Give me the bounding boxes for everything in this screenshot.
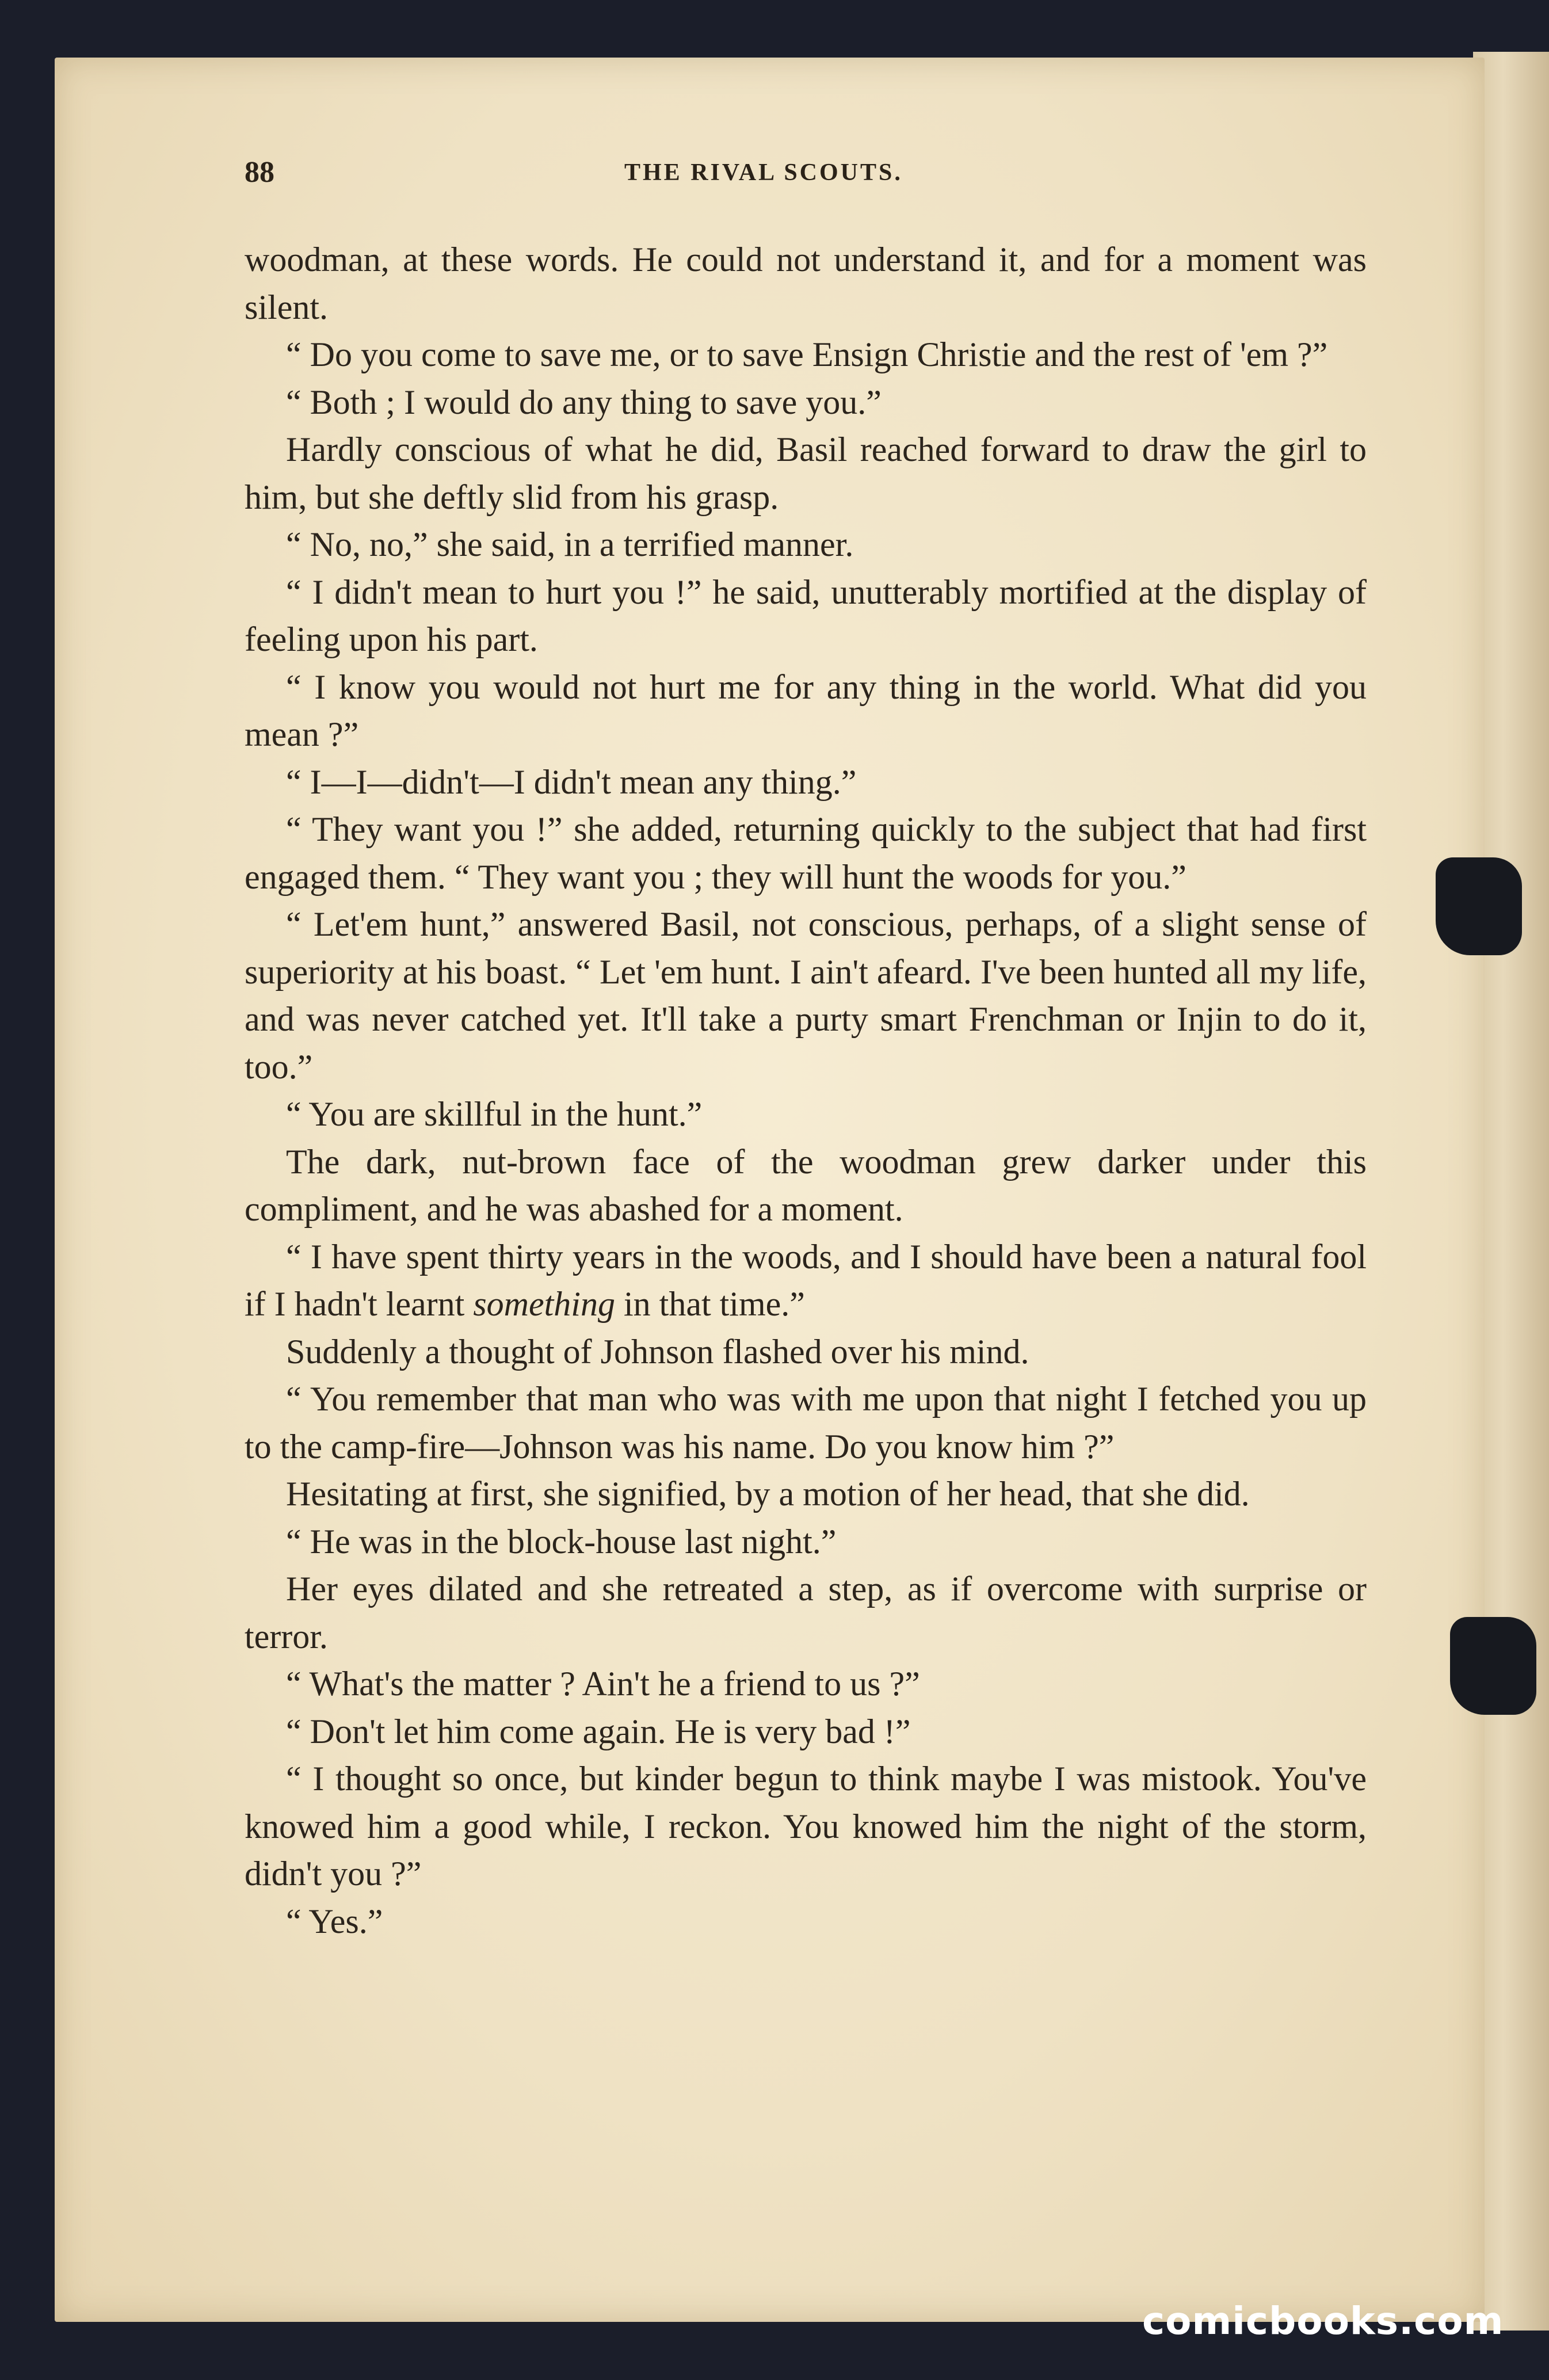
binding-hole-lower xyxy=(1450,1617,1536,1715)
paragraph: woodman, at these words. He could not understand it, and for a moment was silent. xyxy=(245,241,1367,326)
binding-hole-upper xyxy=(1436,857,1522,955)
paragraph: Hardly conscious of what he did, Basil reached forward to draw the girl to him, but she deftly slid from his grasp. xyxy=(245,430,1367,516)
paragraph: “ Do you come to save me, or to save Ensign Christie and the rest of 'em ?” xyxy=(286,335,1328,373)
paragraph: “ Let'em hunt,” answered Basil, not conscious, perhaps, of a slight sense of superiority at his boast. “ Let 'em hunt. I ain't afeard. I've been hunted all my life, and was never catched yet. It'll take a purty smart Frenchman or Injin to do it, too.” xyxy=(245,905,1367,1086)
paragraph: “ They want you !” she added, returning quickly to the subject that had first engaged them. “ They want you ; they will hunt the woods for you.” xyxy=(245,810,1367,896)
paragraph: “ No, no,” she said, in a terrified manner. xyxy=(286,525,854,563)
page-number: 88 xyxy=(245,156,274,189)
paragraph: “ I didn't mean to hurt you !” he said, unutterably mortified at the display of feeling upon his part. xyxy=(245,573,1367,658)
emphasized-word: something xyxy=(473,1285,615,1323)
paragraph: “ I know you would not hurt me for any thing in the world. What did you mean ?” xyxy=(245,668,1367,753)
running-head xyxy=(245,155,1338,196)
paragraph: “ I—I—didn't—I didn't mean any thing.” xyxy=(286,762,857,801)
book-title: THE RIVAL SCOUTS. xyxy=(624,159,903,186)
body-text xyxy=(245,236,1367,1945)
site-watermark: comicbooks.com xyxy=(1142,2299,1504,2343)
paragraph: Her eyes dilated and she retreated a step, as if overcome with surprise or terror. xyxy=(245,1570,1367,1656)
paragraph-text-before: “ I have spent thirty years in the woods, and I should have been a natural fool if I hadn't learnt xyxy=(245,1237,1367,1323)
paragraph: The dark, nut-brown face of the woodman grew darker under this compliment, and he was abashed for a moment. xyxy=(245,1142,1367,1228)
paragraph-text-after: in that time.” xyxy=(615,1285,805,1323)
paragraph: “ Yes.” xyxy=(286,1902,383,1940)
paragraph: “ You are skillful in the hunt.” xyxy=(286,1095,703,1133)
paragraph: Suddenly a thought of Johnson flashed over his mind. xyxy=(286,1332,1029,1371)
paragraph: Hesitating at first, she signified, by a motion of her head, that she did. xyxy=(286,1475,1250,1513)
paragraph: “ What's the matter ? Ain't he a friend to us ?” xyxy=(286,1665,920,1703)
paragraph: “ He was in the block-house last night.” xyxy=(286,1522,837,1561)
paragraph: “ I thought so once, but kinder begun to think maybe I was mistook. You've knowed him a good while, I reckon. You knowed him the night of the storm, didn't you ?” xyxy=(245,1760,1367,1893)
paragraph: “ Don't let him come again. He is very bad !” xyxy=(286,1712,911,1750)
paragraph: “ Both ; I would do any thing to save you.” xyxy=(286,383,882,421)
paragraph-with-emphasis xyxy=(245,1233,1367,1328)
paragraph: “ You remember that man who was with me upon that night I fetched you up to the camp-fire—Johnson was his name. Do you know him ?” xyxy=(245,1380,1367,1466)
